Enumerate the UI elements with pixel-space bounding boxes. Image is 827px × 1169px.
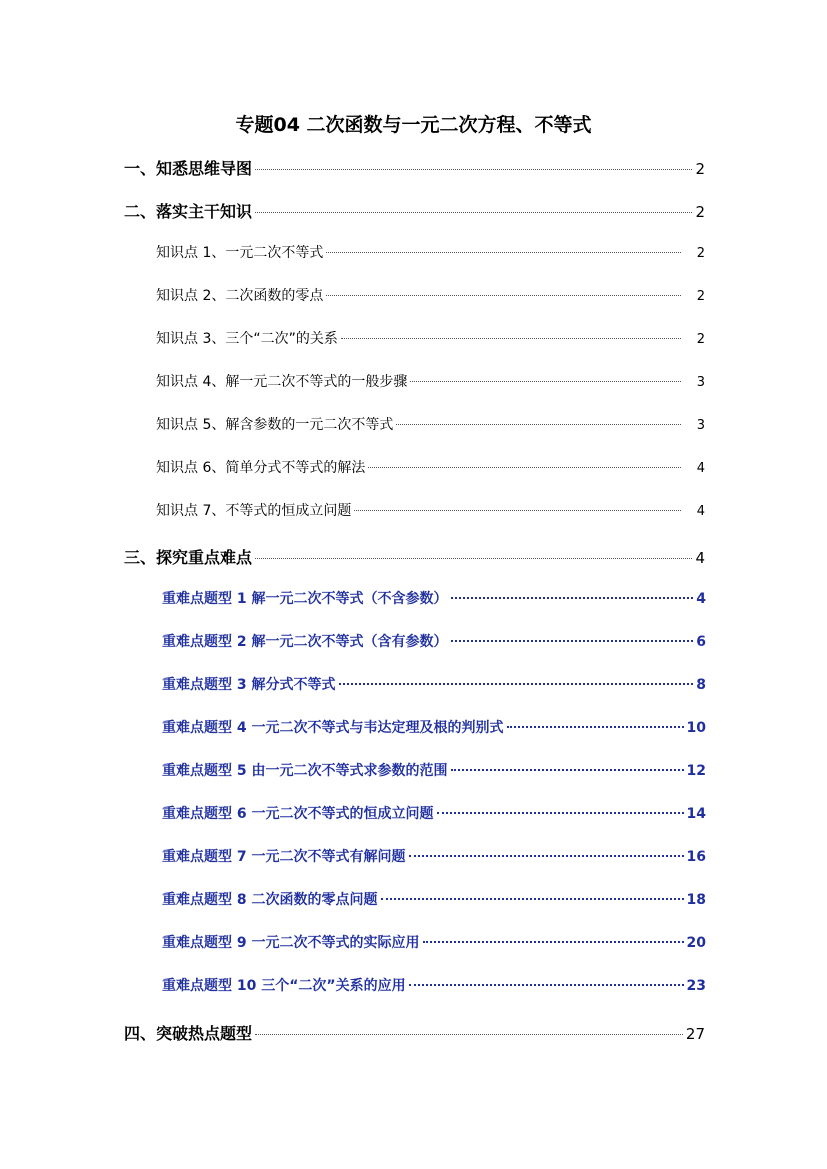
toc-page: 2	[696, 289, 705, 304]
toc-key-type-2[interactable]	[162, 631, 706, 651]
toc-key-type-4[interactable]	[162, 717, 706, 737]
leader-dots	[255, 212, 692, 213]
toc-label: 重难点题型 2 解一元二次不等式（含有参数）	[162, 634, 448, 650]
toc-section-4[interactable]	[124, 1021, 705, 1044]
leader-dots	[409, 855, 684, 857]
toc-label: 一、知悉思维导图	[124, 159, 253, 178]
toc-label: 知识点 6、简单分式不等式的解法	[156, 460, 366, 476]
leader-dots	[396, 424, 680, 425]
leader-dots	[451, 597, 694, 599]
toc-label: 二、落实主干知识	[124, 202, 253, 221]
toc-page: 3	[696, 418, 705, 433]
toc-label: 三、探究重点难点	[124, 548, 253, 567]
toc-label: 知识点 4、解一元二次不等式的一般步骤	[156, 374, 408, 390]
leader-dots	[255, 1034, 683, 1035]
toc-page: 12	[686, 763, 706, 779]
toc-section-1[interactable]	[124, 156, 705, 179]
leader-dots	[341, 338, 681, 339]
toc-page: 2	[696, 332, 705, 347]
leader-dots	[255, 558, 692, 559]
toc-page: 18	[686, 892, 706, 908]
toc-page: 2	[695, 203, 705, 221]
leader-dots	[507, 726, 684, 728]
leader-dots	[381, 898, 684, 900]
leader-dots	[451, 769, 684, 771]
toc-label: 重难点题型 1 解一元二次不等式（不含参数）	[162, 591, 448, 607]
toc-key-type-10[interactable]	[162, 975, 706, 995]
leader-dots	[339, 683, 694, 685]
leader-dots	[326, 252, 680, 253]
toc-key-type-9[interactable]	[162, 932, 706, 952]
toc-section-3[interactable]	[124, 545, 705, 568]
toc-page: 2	[695, 160, 705, 178]
toc-page: 4	[695, 549, 705, 567]
toc-knowledge-point-7[interactable]	[156, 500, 705, 520]
toc-label: 知识点 3、三个“二次”的关系	[156, 331, 338, 347]
toc-knowledge-point-6[interactable]	[156, 457, 705, 477]
toc-knowledge-point-3[interactable]	[156, 328, 705, 348]
toc-label: 重难点题型 8 二次函数的零点问题	[162, 892, 378, 908]
toc-label: 知识点 1、一元二次不等式	[156, 245, 324, 261]
leader-dots	[437, 812, 684, 814]
toc-key-type-1[interactable]	[162, 588, 706, 608]
toc-page: 4	[696, 504, 705, 519]
toc-page: 10	[686, 720, 706, 736]
toc-label: 知识点 2、二次函数的零点	[156, 288, 324, 304]
toc-label: 重难点题型 7 一元二次不等式有解问题	[162, 849, 406, 865]
toc-section-2[interactable]	[124, 199, 705, 222]
toc-key-type-6[interactable]	[162, 803, 706, 823]
toc-page: 23	[686, 978, 706, 994]
toc-knowledge-point-1[interactable]	[156, 242, 705, 262]
leader-dots	[368, 467, 680, 468]
leader-dots	[326, 295, 680, 296]
leader-dots	[354, 510, 680, 511]
toc-page: 4	[696, 461, 705, 476]
toc-key-type-3[interactable]	[162, 674, 706, 694]
toc-page: 14	[686, 806, 706, 822]
toc-label: 重难点题型 10 三个“二次”关系的应用	[162, 978, 406, 994]
leader-dots	[255, 169, 692, 170]
toc-label: 重难点题型 6 一元二次不等式的恒成立问题	[162, 806, 434, 822]
toc-label: 四、突破热点题型	[124, 1024, 253, 1043]
toc-page: 6	[696, 634, 706, 650]
toc-label: 知识点 7、不等式的恒成立问题	[156, 503, 352, 519]
toc-page: 20	[686, 935, 706, 951]
leader-dots	[451, 640, 694, 642]
toc-label: 重难点题型 5 由一元二次不等式求参数的范围	[162, 763, 448, 779]
toc-key-type-5[interactable]	[162, 760, 706, 780]
document-title: 专题04 二次函数与一元二次方程、不等式	[235, 114, 592, 136]
toc-knowledge-point-4[interactable]	[156, 371, 705, 391]
leader-dots	[410, 381, 680, 382]
leader-dots	[409, 984, 684, 986]
toc-page: 27	[685, 1025, 705, 1043]
toc-page: 3	[696, 375, 705, 390]
toc-page: 2	[696, 246, 705, 261]
toc-page: 4	[696, 591, 706, 607]
toc-label: 重难点题型 4 一元二次不等式与韦达定理及根的判别式	[162, 720, 504, 736]
toc-label: 重难点题型 9 一元二次不等式的实际应用	[162, 935, 420, 951]
toc-label: 重难点题型 3 解分式不等式	[162, 677, 336, 693]
leader-dots	[423, 941, 684, 943]
toc-page: 8	[696, 677, 706, 693]
toc-knowledge-point-5[interactable]	[156, 414, 705, 434]
toc-knowledge-point-2[interactable]	[156, 285, 705, 305]
toc-key-type-7[interactable]	[162, 846, 706, 866]
toc-page: 16	[686, 849, 706, 865]
toc-label: 知识点 5、解含参数的一元二次不等式	[156, 417, 394, 433]
toc-key-type-8[interactable]	[162, 889, 706, 909]
